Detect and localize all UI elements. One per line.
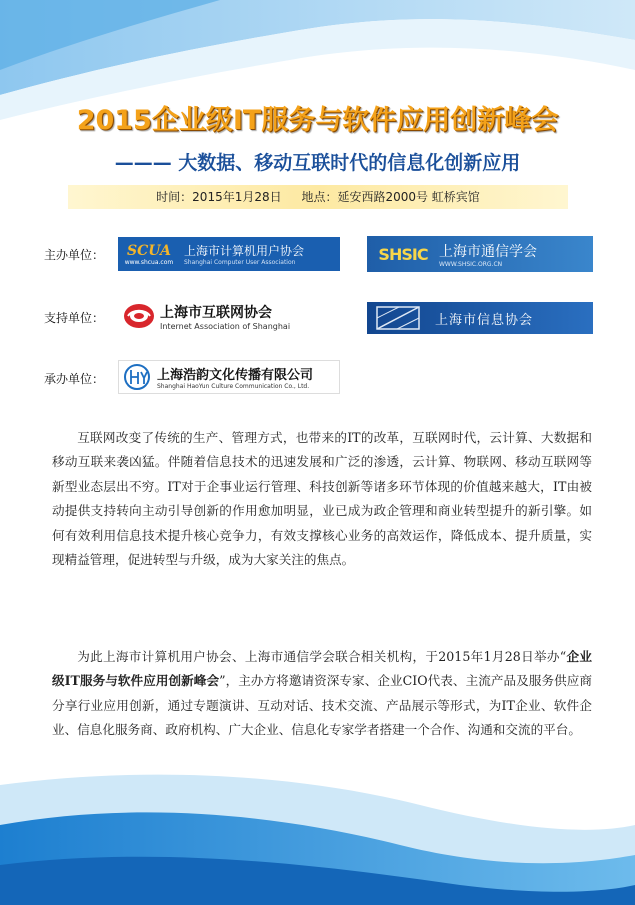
haoyun-name-cn: 上海浩韵文化传播有限公司 [157, 368, 314, 383]
sha-name-cn: 上海市信息协会 [435, 312, 534, 328]
event-time: 时间：2015年1月28日 [156, 190, 282, 204]
haoyun-logo [118, 360, 340, 394]
isc-name-en: Internet Association of Shanghai [160, 321, 291, 331]
support-label: 支持单位： [44, 311, 105, 325]
sha-emblem-icon [375, 304, 421, 332]
host-label: 主办单位： [44, 248, 105, 262]
summit-name: 企业级IT服务与软件应用创新峰会 [52, 649, 592, 689]
scua-site: www.shcua.com [124, 258, 174, 266]
scua-mark: SCUA [127, 242, 171, 259]
isc-emblem-icon [122, 301, 156, 331]
intro-paragraph: 互联网改变了传统的生产、管理方式，也带来的IT的改革，互联网时代，云计算、大数据和移动互联来袭凶猛。伴随着信息技术的迅速发展和广泛的渗透，云计算、物联网、移动互联网等新型业态层出不穷。IT对于企事业运行管理、科技创新等诸多环节体现的价值越来越大，IT由被动提供支持转向主动引导创新的作用愈加明显，业已成为政企管理和商业转型提升的新引擎。如何有效利用信息技术提升核心竞争力，有效支撑核心业务的高效运作，降低成本、提升质量，实现精益管理，促进转型与升级，成为大家关注的焦点。 [52, 430, 592, 568]
scua-logo [118, 237, 340, 271]
bottom-wave-decoration [0, 745, 635, 905]
shsic-name-cn: 上海市通信学会 [439, 243, 537, 260]
scua-name-en: Shanghai Computer User Association [184, 259, 296, 266]
summit-paragraph-start: 为此上海市计算机用户协会、上海市通信学会联合相关机构，于2015年1月28日举办“ [77, 649, 567, 664]
undertake-label: 承办单位： [44, 372, 105, 386]
page-subtitle: ——— 大数据、移动互联时代的信息化创新应用 [114, 152, 521, 174]
event-location: 地点：延安西路2000号 虹桥宾馆 [301, 190, 480, 204]
haoyun-name-en: Shanghai HaoYun Culture Communication Co., Ltd. [157, 383, 310, 390]
shsic-logo [367, 236, 593, 272]
event-info-bar [68, 185, 568, 209]
shsic-site: WWW.SHSIC.ORG.CN [439, 260, 503, 268]
sha-logo [367, 302, 593, 334]
isc-name-cn: 上海市互联网协会 [160, 304, 272, 321]
page-title: 2015企业级IT服务与软件应用创新峰会 [76, 105, 559, 136]
scua-name-cn: 上海市计算机用户协会 [184, 244, 305, 258]
summit-paragraph-end: ”，主办方将邀请资深专家、企业CIO代表、主流产品及服务供应商分享行业应用创新，通过专题演讲、互动对话、技术交流、产品展示等形式，为IT企业、软件企业、信息化服务商、政府机构、广大企业、信息化专家学者搭建一个合作、沟通和交流的平台。 [52, 673, 593, 738]
isc-logo [122, 300, 342, 332]
summit-paragraph [52, 645, 592, 743]
shsic-mark: SHSIC [378, 244, 428, 264]
haoyun-emblem-icon [122, 363, 152, 391]
